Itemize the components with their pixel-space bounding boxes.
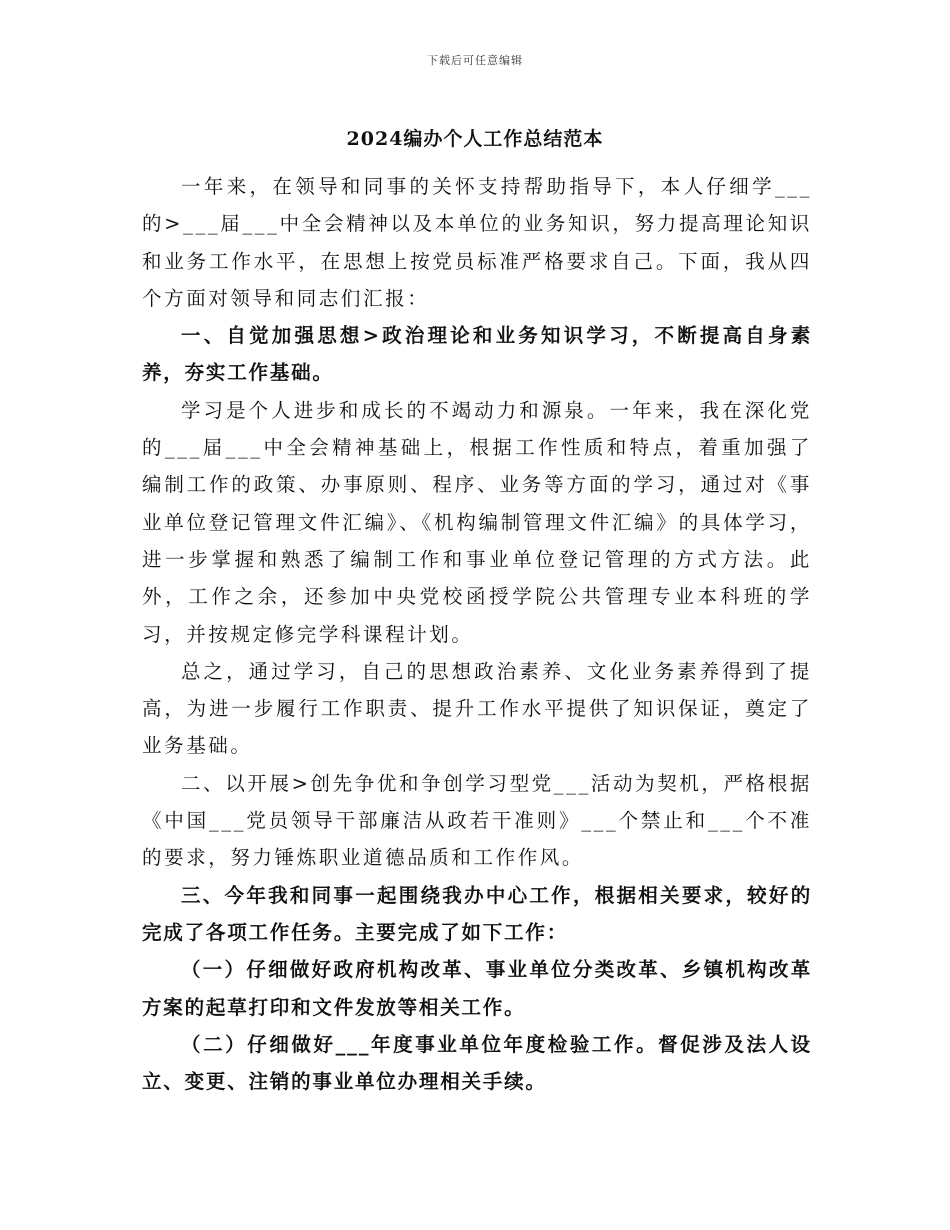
header-note: 下载后可任意编辑 <box>427 54 523 67</box>
section-heading-2: 二、以开展>创先争优和争创学习型党___活动为契机，严格根据《中国___党员领导干部廉洁从政若干准则》___个禁止和___个不准的要求，努力锤炼职业道德品质和工作作风。 <box>142 771 812 870</box>
section-heading-3: 三、今年我和同事一起围绕我办中心工作，根据相关要求，较好的完成了各项工作任务。主要完成了如下工作： <box>142 883 812 944</box>
section-heading-1: 一、自觉加强思想>政治理论和业务知识学习，不断提高自身素养，夯实工作基础。 <box>142 324 812 385</box>
sub-item-2: （二）仔细做好___年度事业单位年度检验工作。督促涉及法人设立、变更、注销的事业单位办理相关手续。 <box>142 1032 812 1094</box>
paragraph-study: 学习是个人进步和成长的不竭动力和源泉。一年来，我在深化党的___届___中全会精神基础上，根据工作性质和特点，着重加强了编制工作的政策、办事原则、程序、业务等方面的学习，通过对《事业单位登记管理文件汇编》、《机构编制管理文件汇编》的具体学习，进一步掌握和熟悉了编制工作和事业单位登记管理的方式方法。此外，工作之余，还参加中央党校函授学院公共管理专业本科班的学习，并按规定修完学科课程计划。 <box>142 398 812 646</box>
paragraph-summary: 总之，通过学习，自己的思想政治素养、文化业务素养得到了提高，为进一步履行工作职责、提升工作水平提供了知识保证，奠定了业务基础。 <box>142 659 812 758</box>
document-body <box>142 168 812 1100</box>
document-title: 2024编办个人工作总结范本 <box>346 128 604 150</box>
paragraph-intro: 一年来，在领导和同事的关怀支持帮助指导下，本人仔细学___的>___届___中全会精神以及本单位的业务知识，努力提高理论知识和业务工作水平，在思想上按党员标准严格要求自己。下面，我从四个方面对领导和同志们汇报： <box>142 175 812 310</box>
sub-item-1: （一）仔细做好政府机构改革、事业单位分类改革、乡镇机构改革方案的起草打印和文件发放等相关工作。 <box>142 958 812 1019</box>
